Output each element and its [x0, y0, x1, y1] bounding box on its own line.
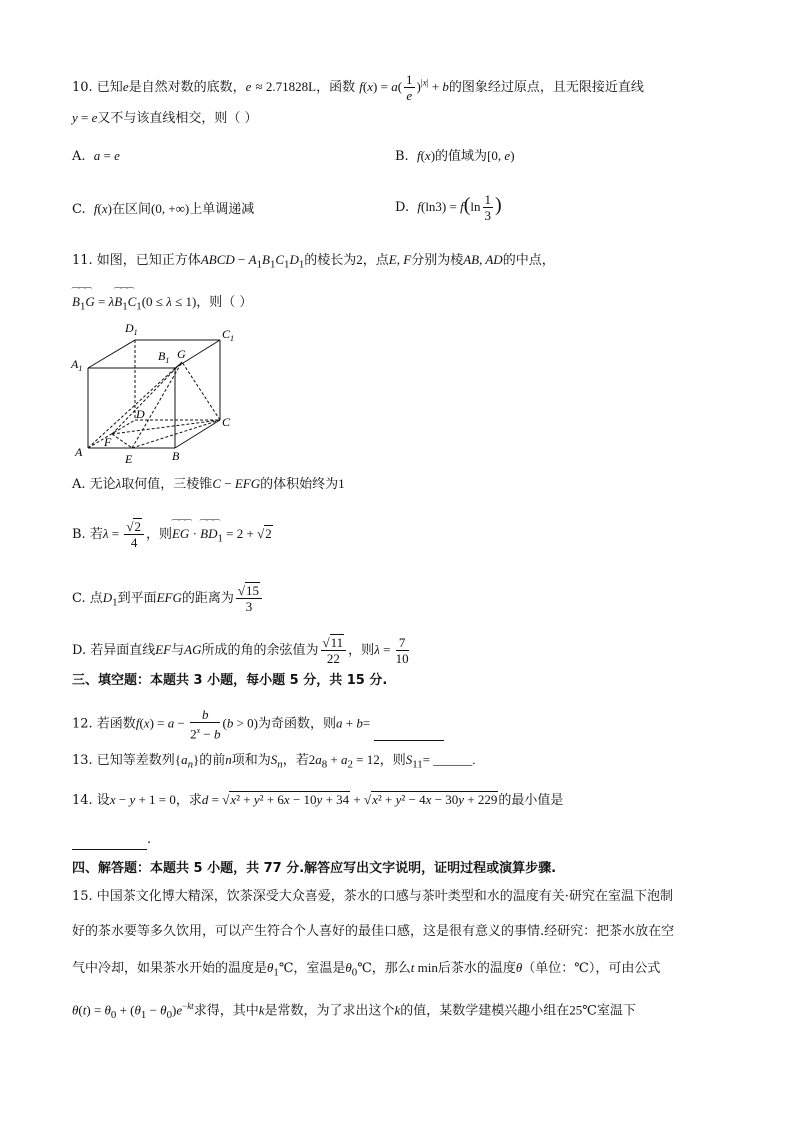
q14-answer-blank[interactable]	[72, 849, 147, 850]
label-A: A	[75, 445, 83, 459]
label-D: D	[136, 407, 145, 421]
label-E: E	[125, 452, 133, 466]
q10-line2: y = e又不与该直线相交，则（ ）	[72, 110, 258, 126]
q10-option-b: B. f(x)的值域为[0, e)	[395, 148, 515, 164]
q14: 14. 设x − y + 1 = 0，求d = √x² + y² + 6x − 10y + 34 + √x² + y² − 4x − 30y + 229的最小值是	[72, 792, 564, 808]
q11-option-c: C. 点$D_1$到平面EFG的距离为 $\frac{√15}{3}$	[72, 583, 264, 614]
q10-option-c: C. f(x)在区间(0, +∞)上单调递减	[72, 201, 255, 217]
q11-option-a: A. 无论λ取何值，三棱锥C − EFG的体积始终为1	[72, 476, 345, 492]
label-B1: $B_1$	[158, 349, 170, 365]
section-3-heading: 三、填空题：本题共 3 小题，每小题 5 分，共 15 分.	[72, 673, 388, 688]
q15-line2: 好的茶水要等多久饮用，可以产生符合个人喜好的最佳口感，这是很有意义的事情.经研究：把茶水放在空	[72, 924, 675, 939]
q13: 13. 已知等差数列$\{a_n\}$的前n项和为$S_n$，若$2a_8 + a_2 = 12$，则$S_{11}=$ ______.	[72, 752, 476, 771]
label-A1: $A_1$	[71, 357, 83, 373]
q10-option-d: D. f(ln3) = f(ln $\frac{1}{3}$ )	[395, 192, 502, 223]
section-4-heading: 四、解答题：本题共 5 小题，共 77 分.解答应写出文字说明，证明过程或演算步骤.	[72, 861, 557, 876]
label-G: G	[177, 347, 186, 361]
q11-option-b: B. 若λ = $\frac{√2}{4}$ ，则⁀⁀⁀ EG · ⁀⁀⁀ $BD_1 = 2 + √2$	[72, 519, 273, 550]
label-F: F	[104, 435, 112, 449]
q10-line1: 10. 已知e是自然对数的底数，e ≈ 2.71828L，函数 f(x) = a( $\frac{1}{e}$ )$^{|x|}$ + b的图象经过原点，且无限接近直线	[72, 72, 644, 103]
q11-line2: ⁀⁀⁀ $B_1G$ = λ⁀⁀⁀ $B_1C_1(0 \le \lambda \le 1)$，则（ ）	[72, 292, 252, 317]
q14-answer-line: .	[72, 830, 151, 850]
q11-option-d: D. 若异面直线EF与AG所成的角的余弦值为 $\frac{√11}{22}$ ，则λ = $\frac{7}{10}$	[72, 635, 409, 666]
cube-figure	[70, 318, 245, 466]
label-C: C	[222, 415, 231, 429]
q10-option-a: A. a = e	[72, 148, 120, 164]
q15-line3: 气中冷却，如果茶水开始的温度是$\theta_1℃$，室温是$\theta_0℃$，那么t min后茶水的温度θ（单位：℃），可由公式	[72, 960, 661, 979]
q15-line4: $\theta(t) = \theta_0 + (\theta_1 - \theta_0)e^{-kt}$求得，其中k是常数，为了求出这个k的值，某数学建模兴趣小组在25℃室温下	[72, 1001, 636, 1021]
q15-line1: 15. 中国茶文化博大精深，饮茶深受大众喜爱，茶水的口感与茶叶类型和水的温度有关·研究在室温下泡制	[72, 889, 673, 904]
label-C1: $C_1$	[222, 327, 235, 343]
q12: 12. 若函数f(x) = a − $\frac{b}{2^x - b}$ (b > 0)为奇函数，则a + b=	[72, 707, 444, 741]
label-D1: $D_1$	[125, 321, 138, 337]
q11-line1: 11. 如图，已知正方体ABCD − $A_1B_1C_1D_1$的棱长为2，点E, F分别为棱AB, AD的中点，	[72, 252, 555, 271]
q12-answer-blank[interactable]	[374, 740, 444, 741]
label-B: B	[172, 449, 180, 463]
